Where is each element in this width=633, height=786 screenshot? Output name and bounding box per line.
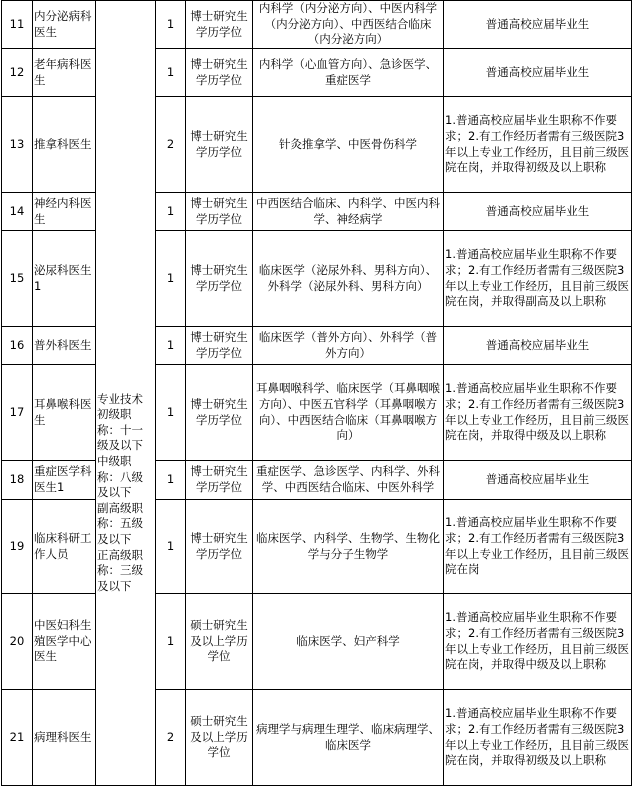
requirement-cell: 普通高校应届毕业生 (444, 461, 632, 500)
position-cell: 老年病科医生 (33, 49, 96, 97)
position-cell: 内分泌病科医生 (33, 1, 96, 49)
row-number: 14 (2, 193, 33, 231)
degree-cell: 硕士研究生及以上学历学位 (186, 594, 253, 690)
degree-cell: 博士研究生学历学位 (186, 1, 253, 49)
count-cell: 1 (156, 365, 186, 461)
count-cell: 1 (156, 327, 186, 365)
count-cell: 1 (156, 193, 186, 231)
count-cell: 1 (156, 49, 186, 97)
position-cell: 耳鼻喉科医生 (33, 365, 96, 461)
requirement-cell: 普通高校应届毕业生 (444, 1, 632, 49)
requirement-cell: 普通高校应届毕业生 (444, 193, 632, 231)
major-cell: 临床医学、内科学、生物学、生物化学与分子生物学 (253, 500, 444, 594)
position-cell: 普外科医生 (33, 327, 96, 365)
row-number: 16 (2, 327, 33, 365)
position-cell: 神经内科医生 (33, 193, 96, 231)
level-vice-senior: 副高级职称：五级及以下 (97, 500, 143, 546)
major-cell: 临床医学、妇产科学 (253, 594, 444, 690)
major-cell: 中西医结合临床、内科学、中医内科学、神经病学 (253, 193, 444, 231)
count-cell: 1 (156, 461, 186, 500)
degree-cell: 博士研究生学历学位 (186, 193, 253, 231)
major-cell: 病理学与病理生理学、临床病理学、临床医学 (253, 690, 444, 786)
row-number: 15 (2, 231, 33, 327)
position-cell: 中医妇科生殖医学中心医生 (33, 594, 96, 690)
row-number: 18 (2, 461, 33, 500)
major-cell: 临床医学（泌尿外科、男科方向）、外科学（泌尿外科、男科方向） (253, 231, 444, 327)
level-middle: 中级职称：八级及以下 (97, 454, 143, 500)
row-number: 19 (2, 500, 33, 594)
requirement-cell: 1.普通高校应届毕业生职称不作要求；2.有工作经历者需有三级医院3年以上专业工作经历，且目前三级医院在岗，并取得副高及以上职称 (444, 231, 632, 327)
title-level-cell (96, 1, 156, 786)
count-cell: 1 (156, 231, 186, 327)
degree-cell: 博士研究生学历学位 (186, 327, 253, 365)
count-cell: 1 (156, 1, 186, 49)
degree-cell: 博士研究生学历学位 (186, 49, 253, 97)
major-cell: 临床医学（普外方向）、外科学（普外方向） (253, 327, 444, 365)
level-junior: 专业技术初级职称：十一级及以下 (97, 391, 143, 453)
requirement-cell: 1.普通高校应届毕业生职称不作要求；2.有工作经历者需有三级医院3年以上专业工作经历，且目前三级医院在岗 (444, 500, 632, 594)
degree-cell: 博士研究生学历学位 (186, 231, 253, 327)
row-number: 13 (2, 97, 33, 193)
table-row (2, 1, 632, 49)
recruitment-table (1, 0, 632, 786)
count-cell: 1 (156, 594, 186, 690)
position-cell: 重症医学科医生1 (33, 461, 96, 500)
degree-cell: 博士研究生学历学位 (186, 500, 253, 594)
count-cell: 1 (156, 500, 186, 594)
requirement-cell: 1.普通高校应届毕业生职称不作要求；2.有工作经历者需有三级医院3年以上专业工作经历，且目前三级医院在岗，并取得中级及以上职称 (444, 594, 632, 690)
major-cell: 耳鼻咽喉科学、临床医学（耳鼻咽喉方向）、中医五官科学（耳鼻咽喉方向）、中西医结合临床（耳鼻咽喉方向） (253, 365, 444, 461)
row-number: 17 (2, 365, 33, 461)
major-cell: 针灸推拿学、中医骨伤科学 (253, 97, 444, 193)
count-cell: 2 (156, 97, 186, 193)
requirement-cell: 普通高校应届毕业生 (444, 49, 632, 97)
major-cell: 重症医学、急诊医学、内科学、外科学、中西医结合临床、中医外科学 (253, 461, 444, 500)
row-number: 21 (2, 690, 33, 786)
count-cell: 2 (156, 690, 186, 786)
requirement-cell: 1.普通高校应届毕业生职称不作要求；2.有工作经历者需有三级医院3年以上专业工作经历，且目前三级医院在岗，并取得初级及以上职称 (444, 97, 632, 193)
row-number: 12 (2, 49, 33, 97)
position-cell: 病理科医生 (33, 690, 96, 786)
position-cell: 临床科研工作人员 (33, 500, 96, 594)
position-cell: 泌尿科医生1 (33, 231, 96, 327)
major-cell: 内科学（心血管方向）、急诊医学、重症医学 (253, 49, 444, 97)
level-senior: 正高级职称：三级及以下 (97, 547, 143, 593)
row-number: 11 (2, 1, 33, 49)
row-number: 20 (2, 594, 33, 690)
position-cell: 推拿科医生 (33, 97, 96, 193)
degree-cell: 博士研究生学历学位 (186, 97, 253, 193)
requirement-cell: 1.普通高校应届毕业生职称不作要求；2.有工作经历者需有三级医院3年以上专业工作经历，且目前三级医院在岗，并取得初级及以上职称 (444, 690, 632, 786)
degree-cell: 硕士研究生及以上学历学位 (186, 690, 253, 786)
degree-cell: 博士研究生学历学位 (186, 365, 253, 461)
requirement-cell: 1.普通高校应届毕业生职称不作要求；2.有工作经历者需有三级医院3年以上专业工作经历，且目前三级医院在岗，并取得中级及以上职称 (444, 365, 632, 461)
requirement-cell: 普通高校应届毕业生 (444, 327, 632, 365)
major-cell: 内科学（内分泌方向）、中医内科学（内分泌方向）、中西医结合临床（内分泌方向） (253, 1, 444, 49)
degree-cell: 博士研究生学历学位 (186, 461, 253, 500)
